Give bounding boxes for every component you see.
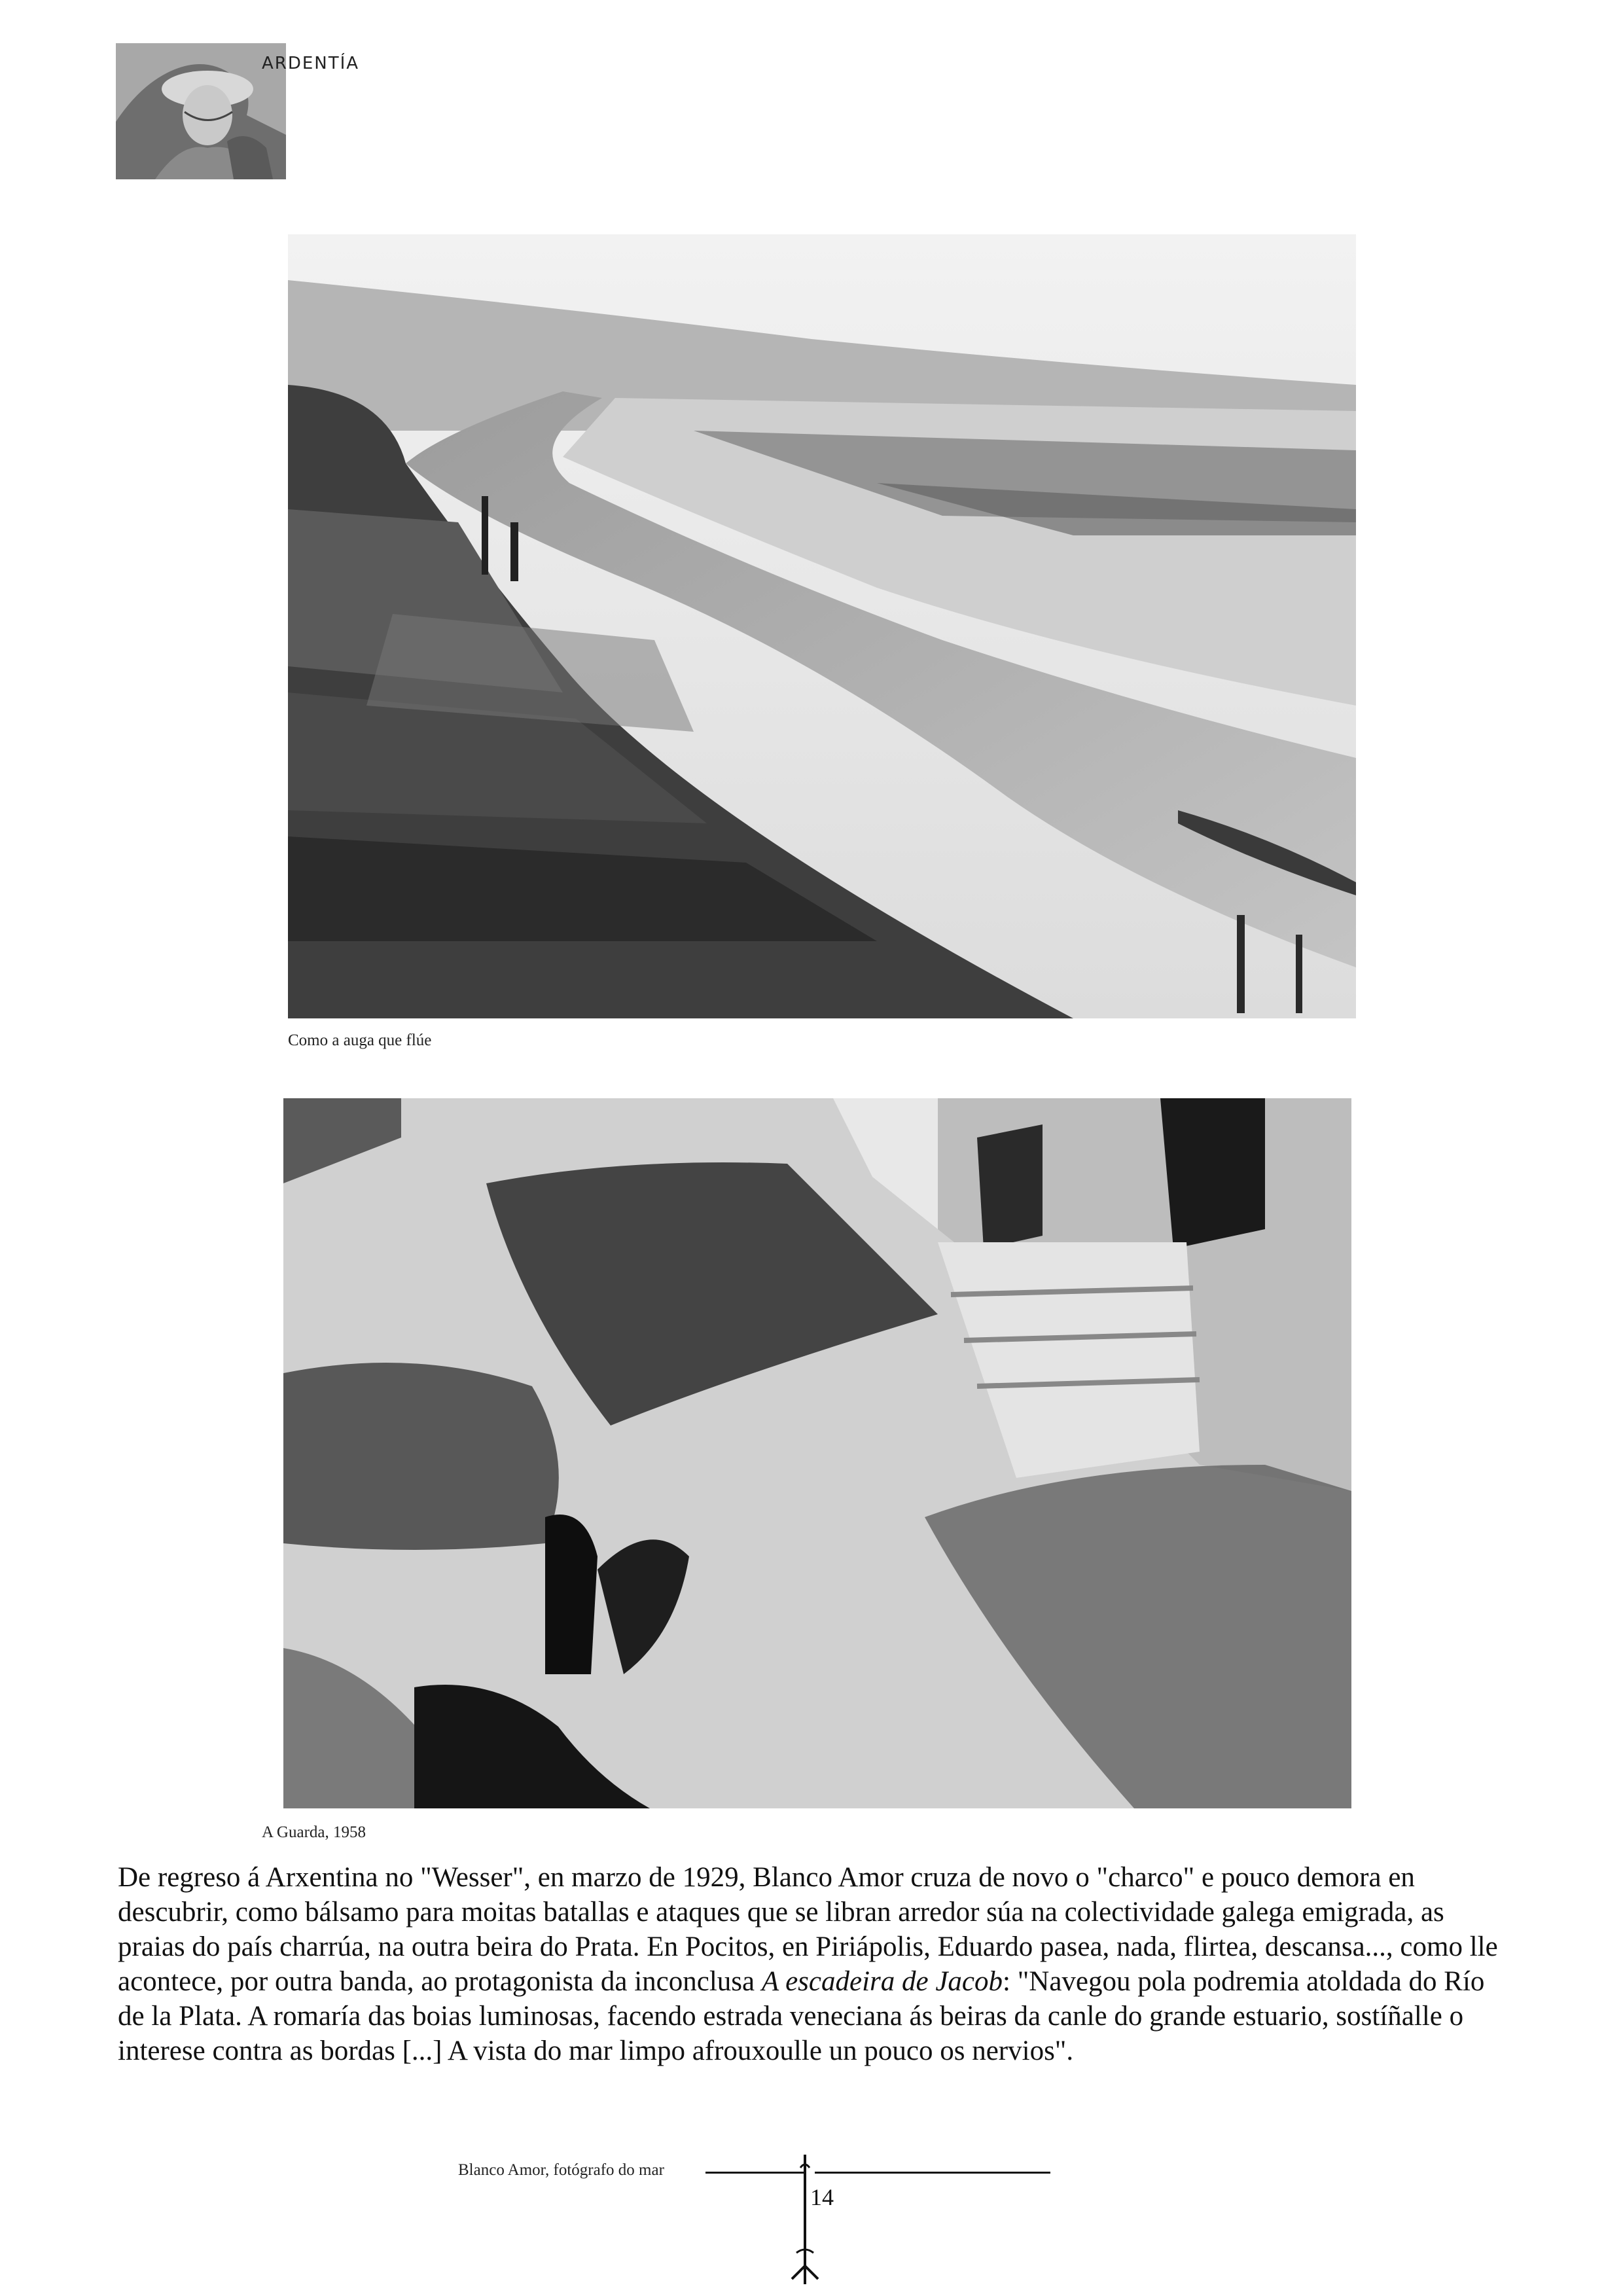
footer-divider: [815, 2172, 1050, 2174]
page-number: 14: [810, 2184, 834, 2210]
river-landscape-photo: [288, 234, 1356, 1018]
photo-caption: A Guarda, 1958: [262, 1823, 366, 1841]
fisherman-illustration-icon: [116, 43, 286, 179]
body-text-part: : "Navegou pola podremia atoldada do Río de la Plata. A romaría das boias luminosas, facendo estrada veneciana ás beiras da canle do grande estuario, sostíñalle o interese contra as bordas [...] A vista do mar limpo afrouxoulle un pouco os nervios".: [118, 1966, 1485, 2066]
fishing-nets-street-photo: [283, 1098, 1351, 1808]
body-paragraph: [118, 1860, 1508, 2068]
photo-caption: Como a auga que flúe: [288, 1031, 432, 1049]
footer-label: Blanco Amor, fotógrafo do mar: [458, 2161, 664, 2179]
book-title: A escadeira de Jacob: [761, 1966, 1003, 1997]
anchor-ornament-icon: [782, 2155, 828, 2286]
magazine-title: ARDENTÍA: [262, 54, 360, 73]
body-text-part: De regreso á Arxentina no "Wesser", en marzo de 1929, Blanco Amor cruza de novo o "charco" e pouco demora en descubrir, como bálsamo para moitas batallas e ataques que se libran arredor súa na colectividade galega emigrada, as praias do país charrúa, na outra beira do Prata. En Pocitos, en Piriápolis, Eduardo pasea, nada, flirtea, descansa..., como lle acontece, por outra banda, ao protagonista da inconclusa: [118, 1862, 1498, 1997]
